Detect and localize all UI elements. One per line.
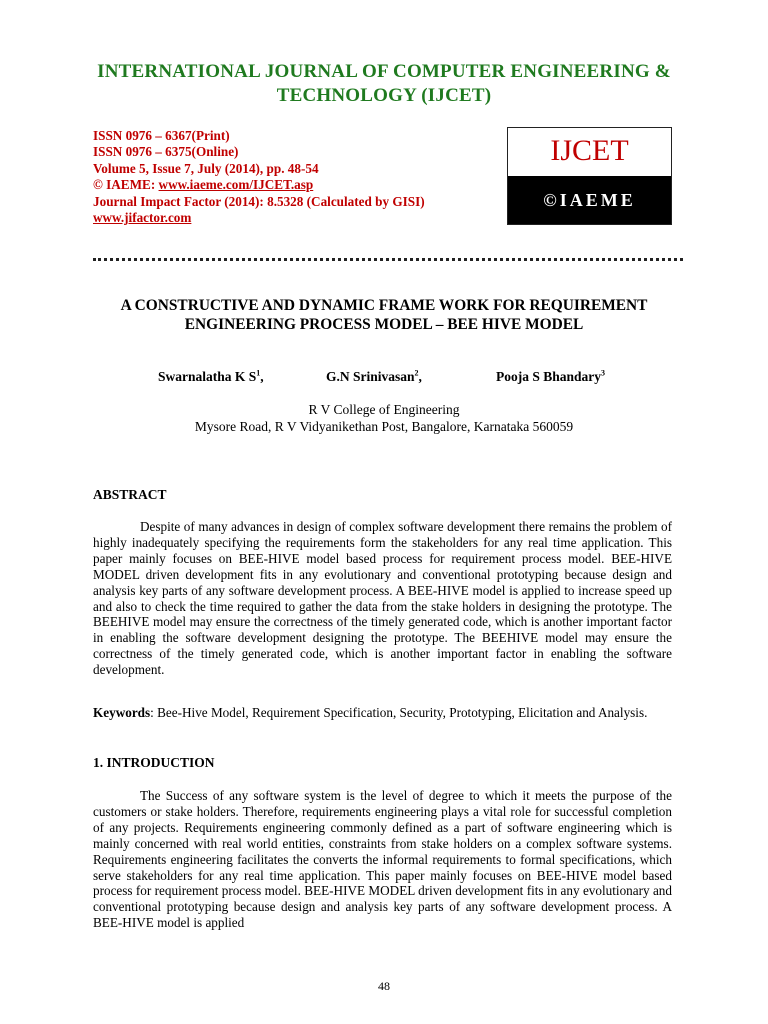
- abstract-body: Despite of many advances in design of complex software development there remains the problem of highly inadequately specifying the requirements form the stakeholders for any real time application. This paper mainly focuses on BEE-HIVE model based process for requirement process model. BEE-HIVE MODEL driven development fits in any evolutionary and conventional prototyping because design and analysis key parts of any software development process. A BEE-HIVE model is applied to increase speed up and also to check the time required to gather the data from the stake holders in designing the prototype. The BEEHIVE model may ensure the correctness of the timely generated code, which is another important factor in enabling the software development designing the prototype. The BEEHIVE model may ensure the correctness of the timely generated code, which is another important factor in enabling the software development.: [93, 519, 672, 678]
- journal-logo: [507, 127, 672, 225]
- affiliation-address: Mysore Road, R V Vidyanikethan Post, Bangalore, Karnataka 560059: [194, 418, 574, 434]
- iaeme-prefix: © IAEME:: [93, 177, 159, 193]
- affiliation: [80, 402, 688, 435]
- abstract-heading: ABSTRACT: [93, 487, 167, 502]
- keywords-paragraph: [93, 705, 672, 721]
- author-affil-mark: 3: [601, 368, 606, 378]
- author-name: Pooja S Bhandary: [496, 369, 602, 384]
- author-3: [496, 369, 605, 385]
- affiliation-institution: R V College of Engineering: [308, 402, 460, 417]
- author-1: [158, 369, 264, 385]
- author-separator: ,: [418, 369, 422, 384]
- journal-title: INTERNATIONAL JOURNAL OF COMPUTER ENGINEERING & TECHNOLOGY (IJCET): [97, 61, 671, 106]
- author-2: [326, 369, 422, 385]
- keywords-label: Keywords: [93, 705, 151, 720]
- iaeme-line: [93, 177, 493, 193]
- volume-line: Volume 5, Issue 7, July (2014), pp. 48-54: [93, 160, 319, 176]
- journal-info-block: [93, 128, 493, 226]
- impact-factor: Journal Impact Factor (2014): 8.5328 (Calculated by GISI): [93, 193, 425, 209]
- introduction-body: The Success of any software system is the level of degree to which it meets the purpose of the customers or stake holders. Therefore, requirements engineering plays a vital role for successful completion of any projects. Requirements engineering commonly defined as a part of software engineering which is mainly concerned with real world entities, constraints from stake holders on a complex software systems. Requirements engineering facilitates the converts the informal requirements to formal specifications, which serve stakeholders for any real time application. This paper mainly focuses on BEE-HIVE model based process for requirement process model. BEE-HIVE MODEL driven development fits in any evolutionary and conventional prototyping because design and analysis key parts of any software development process. A BEE-HIVE model is applied: [93, 788, 672, 931]
- jifactor-link[interactable]: www.jifactor.com: [93, 210, 192, 226]
- paper-title: A CONSTRUCTIVE AND DYNAMIC FRAME WORK FOR REQUIREMENT ENGINEERING PROCESS MODEL – BEE HIVE MODEL: [120, 297, 648, 333]
- author-affil-mark: 2: [414, 368, 419, 378]
- logo-iaeme-text: ©IAEME: [508, 176, 671, 224]
- keywords-text: : Bee-Hive Model, Requirement Specification, Security, Prototyping, Elicitation and Analysis.: [150, 705, 648, 720]
- author-name: Swarnalatha K S: [158, 369, 257, 384]
- author-list: [0, 369, 768, 389]
- dotted-divider: [93, 258, 683, 261]
- issn-print: ISSN 0976 – 6367(Print): [93, 128, 230, 143]
- introduction-heading: 1. INTRODUCTION: [93, 755, 215, 770]
- issn-online: ISSN 0976 – 6375(Online): [93, 144, 239, 160]
- page-number: 48: [378, 979, 390, 993]
- author-affil-mark: 1: [256, 368, 261, 378]
- iaeme-link[interactable]: www.iaeme.com/IJCET.asp: [158, 177, 314, 193]
- logo-ijcet-text: IJCET: [508, 128, 671, 176]
- author-separator: ,: [260, 369, 264, 384]
- author-name: G.N Srinivasan: [326, 369, 415, 384]
